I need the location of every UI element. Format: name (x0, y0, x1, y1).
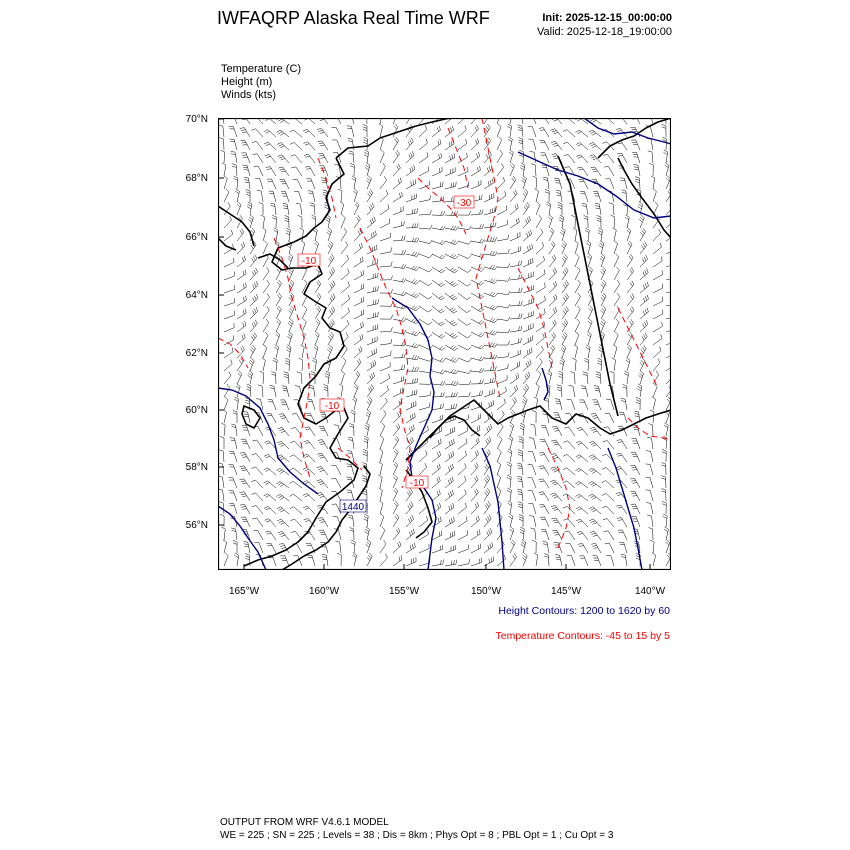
lat-label-66: 66°N (185, 232, 208, 243)
lon-label-155: 155°W (388, 586, 420, 597)
height-contour-label-1 (340, 500, 366, 513)
legend-height: Height (m) (221, 76, 273, 88)
temperature-contour-label-1 (454, 196, 474, 209)
model-footer-params: WE = 225 ; SN = 225 ; Levels = 38 ; Dis = 8km ; Phys Opt = 8 ; PBL Opt = 1 ; Cu Opt = 3 (220, 830, 614, 841)
height-contour-note: Height Contours: 1200 to 1620 by 60 (498, 605, 670, 617)
legend-winds: Winds (kts) (221, 89, 276, 101)
lat-label-62: 62°N (185, 348, 208, 359)
lat-label-58: 58°N (185, 462, 208, 473)
temperature-contour-note: Temperature Contours: -45 to 15 by 5 (495, 630, 670, 642)
lat-label-70: 70°N (185, 114, 208, 125)
lon-label-140: 140°W (634, 586, 666, 597)
legend-temperature: Temperature (C) (221, 63, 302, 75)
temperature-contour-label-4 (406, 476, 428, 489)
map-panel (218, 118, 671, 570)
lon-label-160: 160°W (308, 586, 340, 597)
temperature-contour-label-3 (320, 399, 344, 412)
lat-label-56: 56°N (185, 520, 208, 531)
svg-text:-10: -10 (301, 256, 317, 267)
svg-text:1440: 1440 (341, 502, 365, 513)
lon-label-165: 165°W (228, 586, 260, 597)
lat-label-64: 64°N (185, 290, 208, 301)
svg-text:-10: -10 (409, 478, 425, 489)
lon-label-150: 150°W (470, 586, 502, 597)
map-title: IWFAQRP Alaska Real Time WRF (217, 8, 490, 28)
lon-label-145: 145°W (550, 586, 582, 597)
model-footer-title: OUTPUT FROM WRF V4.6.1 MODEL (220, 817, 389, 828)
valid-time: Valid: 2025-12-18_19:00:00 (537, 26, 672, 38)
lat-label-68: 68°N (185, 173, 208, 184)
init-time: Init: 2025-12-15_00:00:00 (542, 12, 672, 24)
svg-text:-30: -30 (456, 198, 472, 209)
svg-text:-10: -10 (324, 401, 340, 412)
temperature-contour-label-2 (298, 254, 320, 267)
lat-label-60: 60°N (185, 405, 208, 416)
